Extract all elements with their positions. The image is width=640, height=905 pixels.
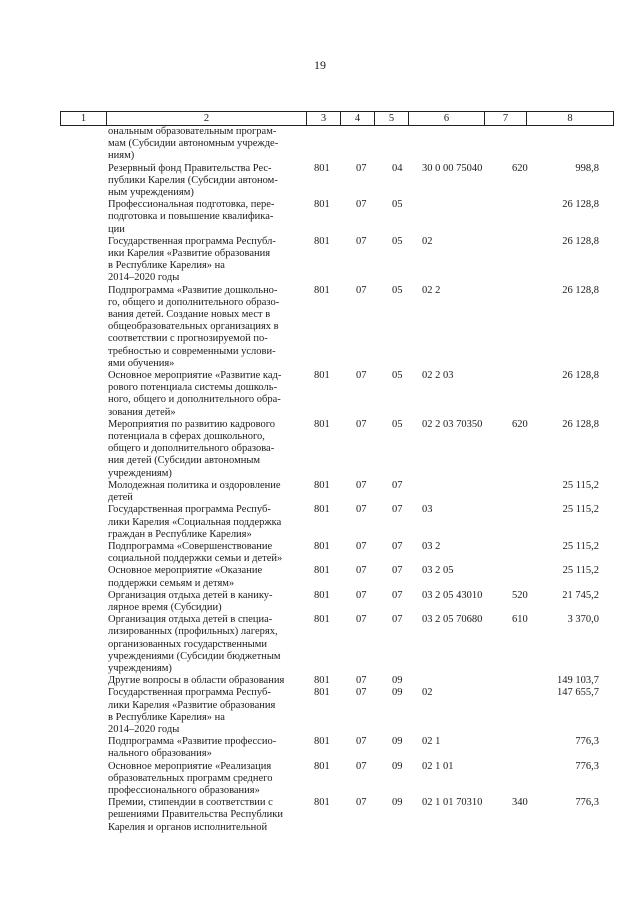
row-amount: 776,3 [575,736,599,748]
row-name: Молодежная политика и оздоровление детей [108,479,281,504]
row-subsection: 09 [392,675,403,687]
row-amount: 25 115,2 [562,479,599,491]
row-code: 801 [314,589,330,601]
row-section: 07 [356,284,367,296]
row-name: ональным образовательным програм- мам (Субсидии автономным учрежде- ниям) [108,126,279,162]
row-amount: 776,3 [575,760,599,772]
table-row [0,565,640,589]
row-amount: 25 115,2 [562,565,599,577]
row-section: 07 [356,370,367,382]
row-target-article: 02 [422,235,433,247]
row-amount: 147 655,7 [557,687,599,699]
row-subsection: 09 [392,736,403,748]
row-name: Подпрограмма «Развитие профессио- нального образования» [108,736,277,760]
row-section: 07 [356,235,367,247]
row-name: Организация отдыха детей в специа- лизированных (профильных) лагерях, организованных государственными учреждениями (Субсидии бюджетным учреждениям) [108,614,281,674]
row-section: 07 [356,565,367,577]
row-target-article: 02 2 [422,284,441,296]
row-subsection: 05 [392,199,403,211]
row-name: Подпрограмма «Развитие дошкольно- го, общего и дополнительного образо- вания детей. Создание новых мест в общеобразовательных организациях в соответствии с прогнозируемой по- требностью и современными услови- ями обучения» [108,284,280,369]
column-header-2: 2 [107,112,307,125]
column-header-4: 4 [341,112,375,125]
row-name: Резервный фонд Правительства Рес- публики Карелия (Субсидии автоном- ным учреждениям) [108,162,278,199]
row-target-article: 30 0 00 75040 [422,162,483,174]
row-target-article: 02 1 [422,736,441,748]
column-header-7: 7 [485,112,527,125]
row-amount: 25 115,2 [562,504,599,516]
row-amount: 26 128,8 [562,284,599,296]
row-subsection: 09 [392,797,403,809]
table-row [0,236,640,285]
row-name: Подпрограмма «Совершенствование социальной поддержки семьи и детей» [108,540,283,565]
row-section: 07 [356,760,367,772]
column-header-6: 6 [409,112,485,125]
row-target-article: 02 [422,687,433,699]
column-header-1: 1 [61,112,107,125]
row-subsection: 09 [392,687,403,699]
row-subsection: 05 [392,418,403,430]
row-target-article: 02 2 03 70350 [422,418,483,430]
row-name: Основное мероприятие «Оказание поддержки семьям и детям» [108,565,263,589]
row-target-article: 03 2 [422,540,441,552]
row-name: Основное мероприятие «Развитие кад- рового потенциала системы дошколь- ного, общего и дополнительного обра- зования детей» [108,370,282,418]
row-target-article: 03 [422,504,433,516]
row-section: 07 [356,797,367,809]
table-row [0,126,640,163]
row-code: 801 [314,418,330,430]
row-name: Основное мероприятие «Реализация образовательных программ среднего профессионального образования» [108,760,273,796]
row-code: 801 [314,162,330,174]
table-header [60,111,614,126]
row-target-article: 03 2 05 70680 [422,614,483,626]
row-section: 07 [356,675,367,687]
table-row [0,480,640,504]
row-target-article: 02 1 01 70310 [422,797,483,809]
row-code: 801 [314,504,330,516]
row-amount: 21 745,2 [562,589,599,601]
page-number: 19 [314,58,326,72]
row-expense-type: 620 [512,418,528,430]
row-target-article: 03 2 05 43010 [422,589,483,601]
table-row [0,370,640,419]
row-amount: 26 128,8 [562,235,599,247]
row-target-article: 03 2 05 [422,565,454,577]
row-subsection: 04 [392,162,403,174]
table-row [0,590,640,614]
row-name: Мероприятия по развитию кадрового потенциала в сферах дошкольного, общего и дополнительного образова- ния детей (Субсидии автономным учреждениям) [108,418,276,479]
row-section: 07 [356,540,367,552]
row-code: 801 [314,614,330,626]
row-target-article: 02 2 03 [422,370,454,382]
row-name: Премии, стипендии в соответствии с решениями Правительства Республики Карелия и органов исполнительной [108,797,283,833]
row-amount: 149 103,7 [557,675,599,687]
row-code: 801 [314,540,330,552]
row-subsection: 05 [392,370,403,382]
row-code: 801 [314,736,330,748]
row-amount: 998,8 [575,162,599,174]
row-section: 07 [356,162,367,174]
column-header-3: 3 [307,112,341,125]
row-amount: 3 370,0 [567,614,599,626]
table-row [0,761,640,798]
row-expense-type: 340 [512,797,528,809]
table-row [0,199,640,236]
row-expense-type: 520 [512,589,528,601]
table-row [0,736,640,760]
row-subsection: 09 [392,760,403,772]
row-code: 801 [314,370,330,382]
row-section: 07 [356,736,367,748]
row-subsection: 05 [392,284,403,296]
row-subsection: 07 [392,504,403,516]
table-row [0,285,640,370]
table-body [0,126,640,834]
table-row [0,419,640,480]
row-name: Другие вопросы в области образования [108,675,285,687]
row-name: Государственная программа Республ- ики Карелия «Развитие образования в Республике Карелия» на 2014–2020 годы [108,235,276,284]
table-row [0,675,640,687]
row-target-article: 02 1 01 [422,760,454,772]
table-row [0,541,640,565]
row-code: 801 [314,284,330,296]
row-code: 801 [314,565,330,577]
row-expense-type: 620 [512,162,528,174]
row-code: 801 [314,687,330,699]
row-subsection: 07 [392,565,403,577]
row-code: 801 [314,479,330,491]
row-code: 801 [314,235,330,247]
table-row [0,504,640,541]
row-section: 07 [356,589,367,601]
row-name: Государственная программа Респуб- лики Карелия «Развитие образования в Республике Карелия» на 2014–2020 годы [108,687,276,735]
row-name: Профессиональная подготовка, пере- подготовка и повышение квалифика- ции [108,199,275,235]
row-name: Государственная программа Респуб- лики Карелия «Социальная поддержка граждан в Республике Карелия» [108,504,282,540]
row-code: 801 [314,797,330,809]
column-header-5: 5 [375,112,409,125]
row-name: Организация отдыха детей в канику- лярное время (Субсидии) [108,589,273,613]
row-subsection: 07 [392,614,403,626]
row-amount: 776,3 [575,797,599,809]
row-section: 07 [356,614,367,626]
row-subsection: 07 [392,540,403,552]
row-section: 07 [356,418,367,430]
row-code: 801 [314,199,330,211]
row-section: 07 [356,199,367,211]
row-section: 07 [356,479,367,491]
column-header-8: 8 [567,113,573,124]
row-amount: 26 128,8 [562,370,599,382]
row-amount: 25 115,2 [562,540,599,552]
row-subsection: 07 [392,479,403,491]
row-amount: 26 128,8 [562,199,599,211]
row-subsection: 07 [392,589,403,601]
table-row [0,687,640,736]
row-code: 801 [314,675,330,687]
row-subsection: 05 [392,235,403,247]
row-expense-type: 610 [512,614,528,626]
row-amount: 26 128,8 [562,418,599,430]
row-code: 801 [314,760,330,772]
table-row [0,797,640,834]
row-section: 07 [356,504,367,516]
table-row [0,163,640,200]
table-row [0,614,640,675]
row-section: 07 [356,687,367,699]
